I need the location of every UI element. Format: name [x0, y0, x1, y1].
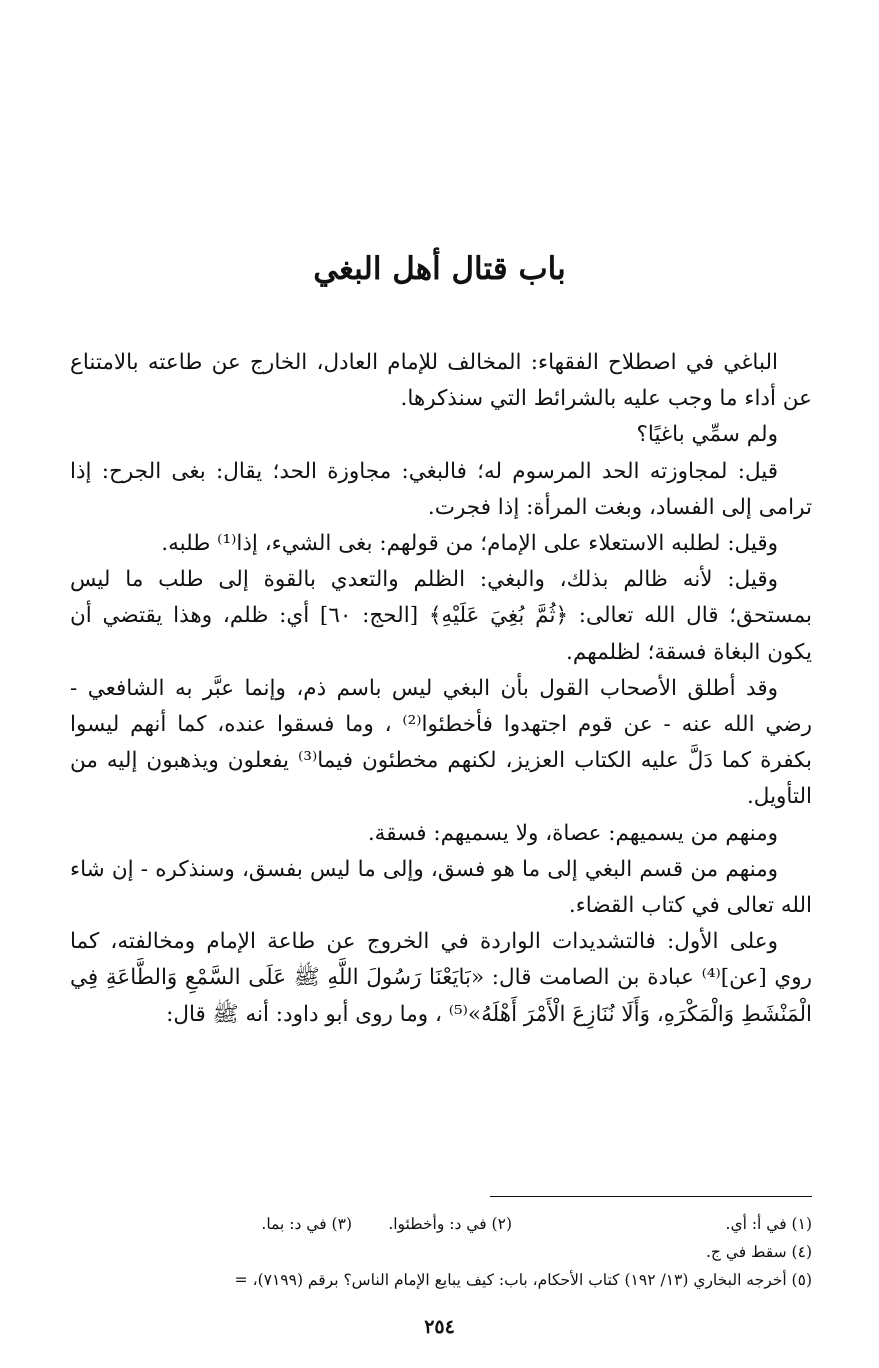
footnote-row — [60, 1266, 812, 1294]
paragraph: وقد أطلق الأصحاب القول بأن البغي ليس باسم ذم، وإنما عبَّر به الشافعي - رضي الله عنه - عن قوم اجتهدوا فأخطئوا⁽²⁾ ، وما فسقوا عنده، كما أنهم ليسوا بكفرة كما دَلَّ عليه الكتاب العزيز، لكنهم مخطئون فيما⁽³⁾ يفعلون ويذهبون إليه من التأويل. — [70, 675, 812, 810]
paragraph: وقيل: لأنه ظالم بذلك، والبغي: الظلم والتعدي بالقوة إلى طلب ما ليس بمستحق؛ قال الله تعالى: ﴿ثُمَّ بُغِيَ عَلَيْهِ﴾ [الحج: ٦٠] أي: ظلم، وهذا يقتضي أن يكون البغاة فسقة؛ لظلمهم. — [70, 567, 812, 665]
paragraph: قيل: لمجاوزته الحد المرسوم له؛ فالبغي: مجاوزة الحد؛ يقال: بغى الجرح: إذا ترامى إلى الفساد، وبغت المرأة: إذا فجرت. — [70, 458, 812, 520]
footnote-3: (٣) في د: بما. — [261, 1215, 352, 1233]
paragraph: وقيل: لطلبه الاستعلاء على الإمام؛ من قولهم: بغى الشيء، إذا⁽¹⁾ طلبه. — [161, 531, 778, 557]
footnote-1: (١) في أ: أي. — [725, 1215, 812, 1233]
page-title: باب قتال أهل البغي — [313, 251, 566, 287]
paragraph: وعلى الأول: فالتشديدات الواردة في الخروج عن طاعة الإمام ومخالفته، كما روي [عن]⁽⁴⁾ عبادة بن الصامت قال: «بَايَعْنَا رَسُولَ اللَّهِ ﷺ عَلَى السَّمْعِ وَالطَّاعَةِ فِي الْمَنْشَطِ وَالْمَكْرَهِ، وَأَلَا نُنَازِعَ الْأَمْرَ أَهْلَهُ»⁽⁵⁾ ، وما روى أبو داود: أنه ﷺ قال: — [70, 929, 812, 1027]
footnote-2: (٢) في د: وأخطئوا. — [388, 1215, 512, 1233]
paragraph: ومنهم من يسميهم: عصاة، ولا يسميهم: فسقة. — [367, 820, 778, 846]
footnote-4: (٤) سقط في ج. — [705, 1243, 812, 1261]
footnote-row — [60, 1210, 812, 1238]
footnote-5: (٥) أخرجه البخاري (١٣/ ١٩٢) كتاب الأحكام، باب: كيف يبايع الإمام الناس؟ برقم (٧١٩٩)، = — [234, 1271, 812, 1289]
footnote-row — [60, 1238, 812, 1266]
footnotes — [60, 1210, 812, 1294]
main-text — [70, 345, 812, 1033]
paragraph: الباغي في اصطلاح الفقهاء: المخالف للإمام العادل، الخارج عن طاعته بالامتناع عن أداء ما وجب عليه بالشرائط التي سنذكرها. — [70, 350, 812, 412]
paragraph: ومنهم من قسم البغي إلى ما هو فسق، وإلى ما ليس بفسق، وسنذكره - إن شاء الله تعالى في كتاب القضاء. — [70, 856, 812, 919]
footnote-separator — [490, 1196, 812, 1197]
page-number: ٢٥٤ — [424, 1316, 455, 1338]
paragraph: ولم سمِّي باغيًا؟ — [636, 422, 778, 448]
